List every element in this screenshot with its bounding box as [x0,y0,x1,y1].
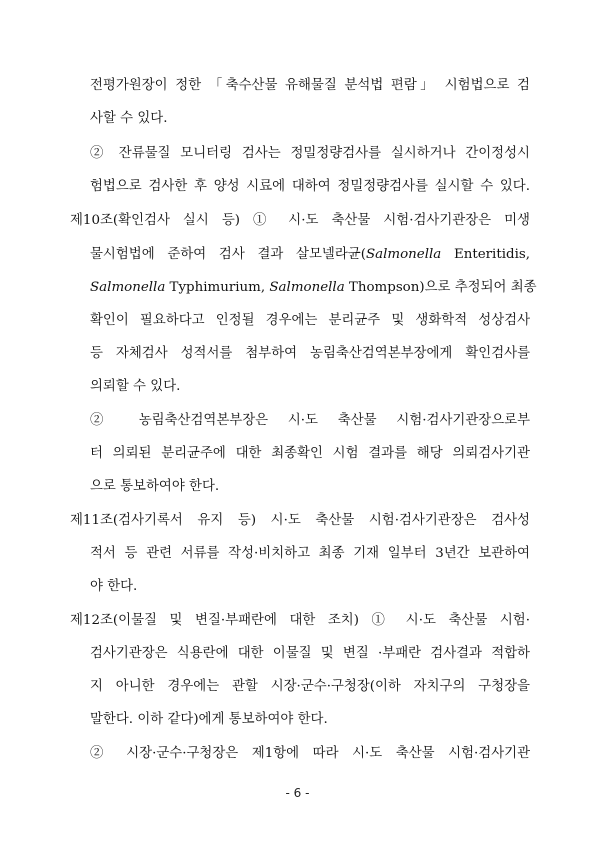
genus-name: Salmonella [365,247,442,262]
text-line: ② 농림축산검역본부장은 시·도 축산물 시험·검사기관장으로부 [90,413,530,428]
text-line: 물시험법에 준하여 검사 결과 살모넬라균(Salmonella Enteritidis, [90,247,530,262]
text-line: 지 아니한 경우에는 관할 시장·군수·구청장(이하 자치구의 구청장을 [90,679,530,694]
article-heading-line: 제11조(검사기록서 유지 등) 시·도 축산물 시험·검사기관장은 검사성 [70,513,530,528]
text-line: 등 자체검사 성적서를 첨부하여 농림축산검역본부장에게 확인검사를 [90,346,530,361]
page-number: - 6 - [285,786,310,800]
text-line: 전평가원장이 정한 「축수산물 유해물질 분석법 편람」 시험법으로 검 [90,78,530,93]
genus-name: Salmonella [90,280,166,295]
article-heading-line: 제12조(이물질 및 변질·부패란에 대한 조치) ① 시·도 축산물 시험· [70,613,530,628]
genus-name: Salmonella [269,280,345,295]
text-line: Salmonella Typhimurium, Salmonella Thompson)으로 추정되어 최종 [90,280,537,295]
text-line: 적서 등 관련 서류를 작성·비치하고 최종 기재 일부터 3년간 보관하여 [90,546,530,561]
text-line: 확인이 필요하다고 인정될 경우에는 분리균주 및 생화학적 성상검사 [90,313,530,328]
text-line: 터 의뢰된 분리균주에 대한 최종확인 시험 결과를 해당 의뢰검사기관 [90,446,530,461]
text-line: 험법으로 검사한 후 양성 시료에 대하여 정밀정량검사를 실시할 수 있다. [90,179,530,194]
text-line: ② 잔류물질 모니터링 검사는 정밀정량검사를 실시하거나 간이정성시 [90,146,530,161]
text-line: 의뢰할 수 있다. [90,379,181,394]
text-line: 말한다. 이하 같다)에게 통보하여야 한다. [90,712,328,727]
text-line: 사할 수 있다. [90,111,168,126]
article-heading-line: 제10조(확인검사 실시 등) ① 시·도 축산물 시험·검사기관장은 미생 [70,213,530,228]
text-line: ② 시장·군수·구청장은 제1항에 따라 시·도 축산물 시험·검사기관 [90,746,530,761]
text-line: 야 한다. [90,579,138,594]
text-line: 으로 통보하여야 한다. [90,479,220,494]
text-line: 검사기관장은 식용란에 대한 이물질 및 변질 ·부패란 검사결과 적합하 [90,646,530,661]
